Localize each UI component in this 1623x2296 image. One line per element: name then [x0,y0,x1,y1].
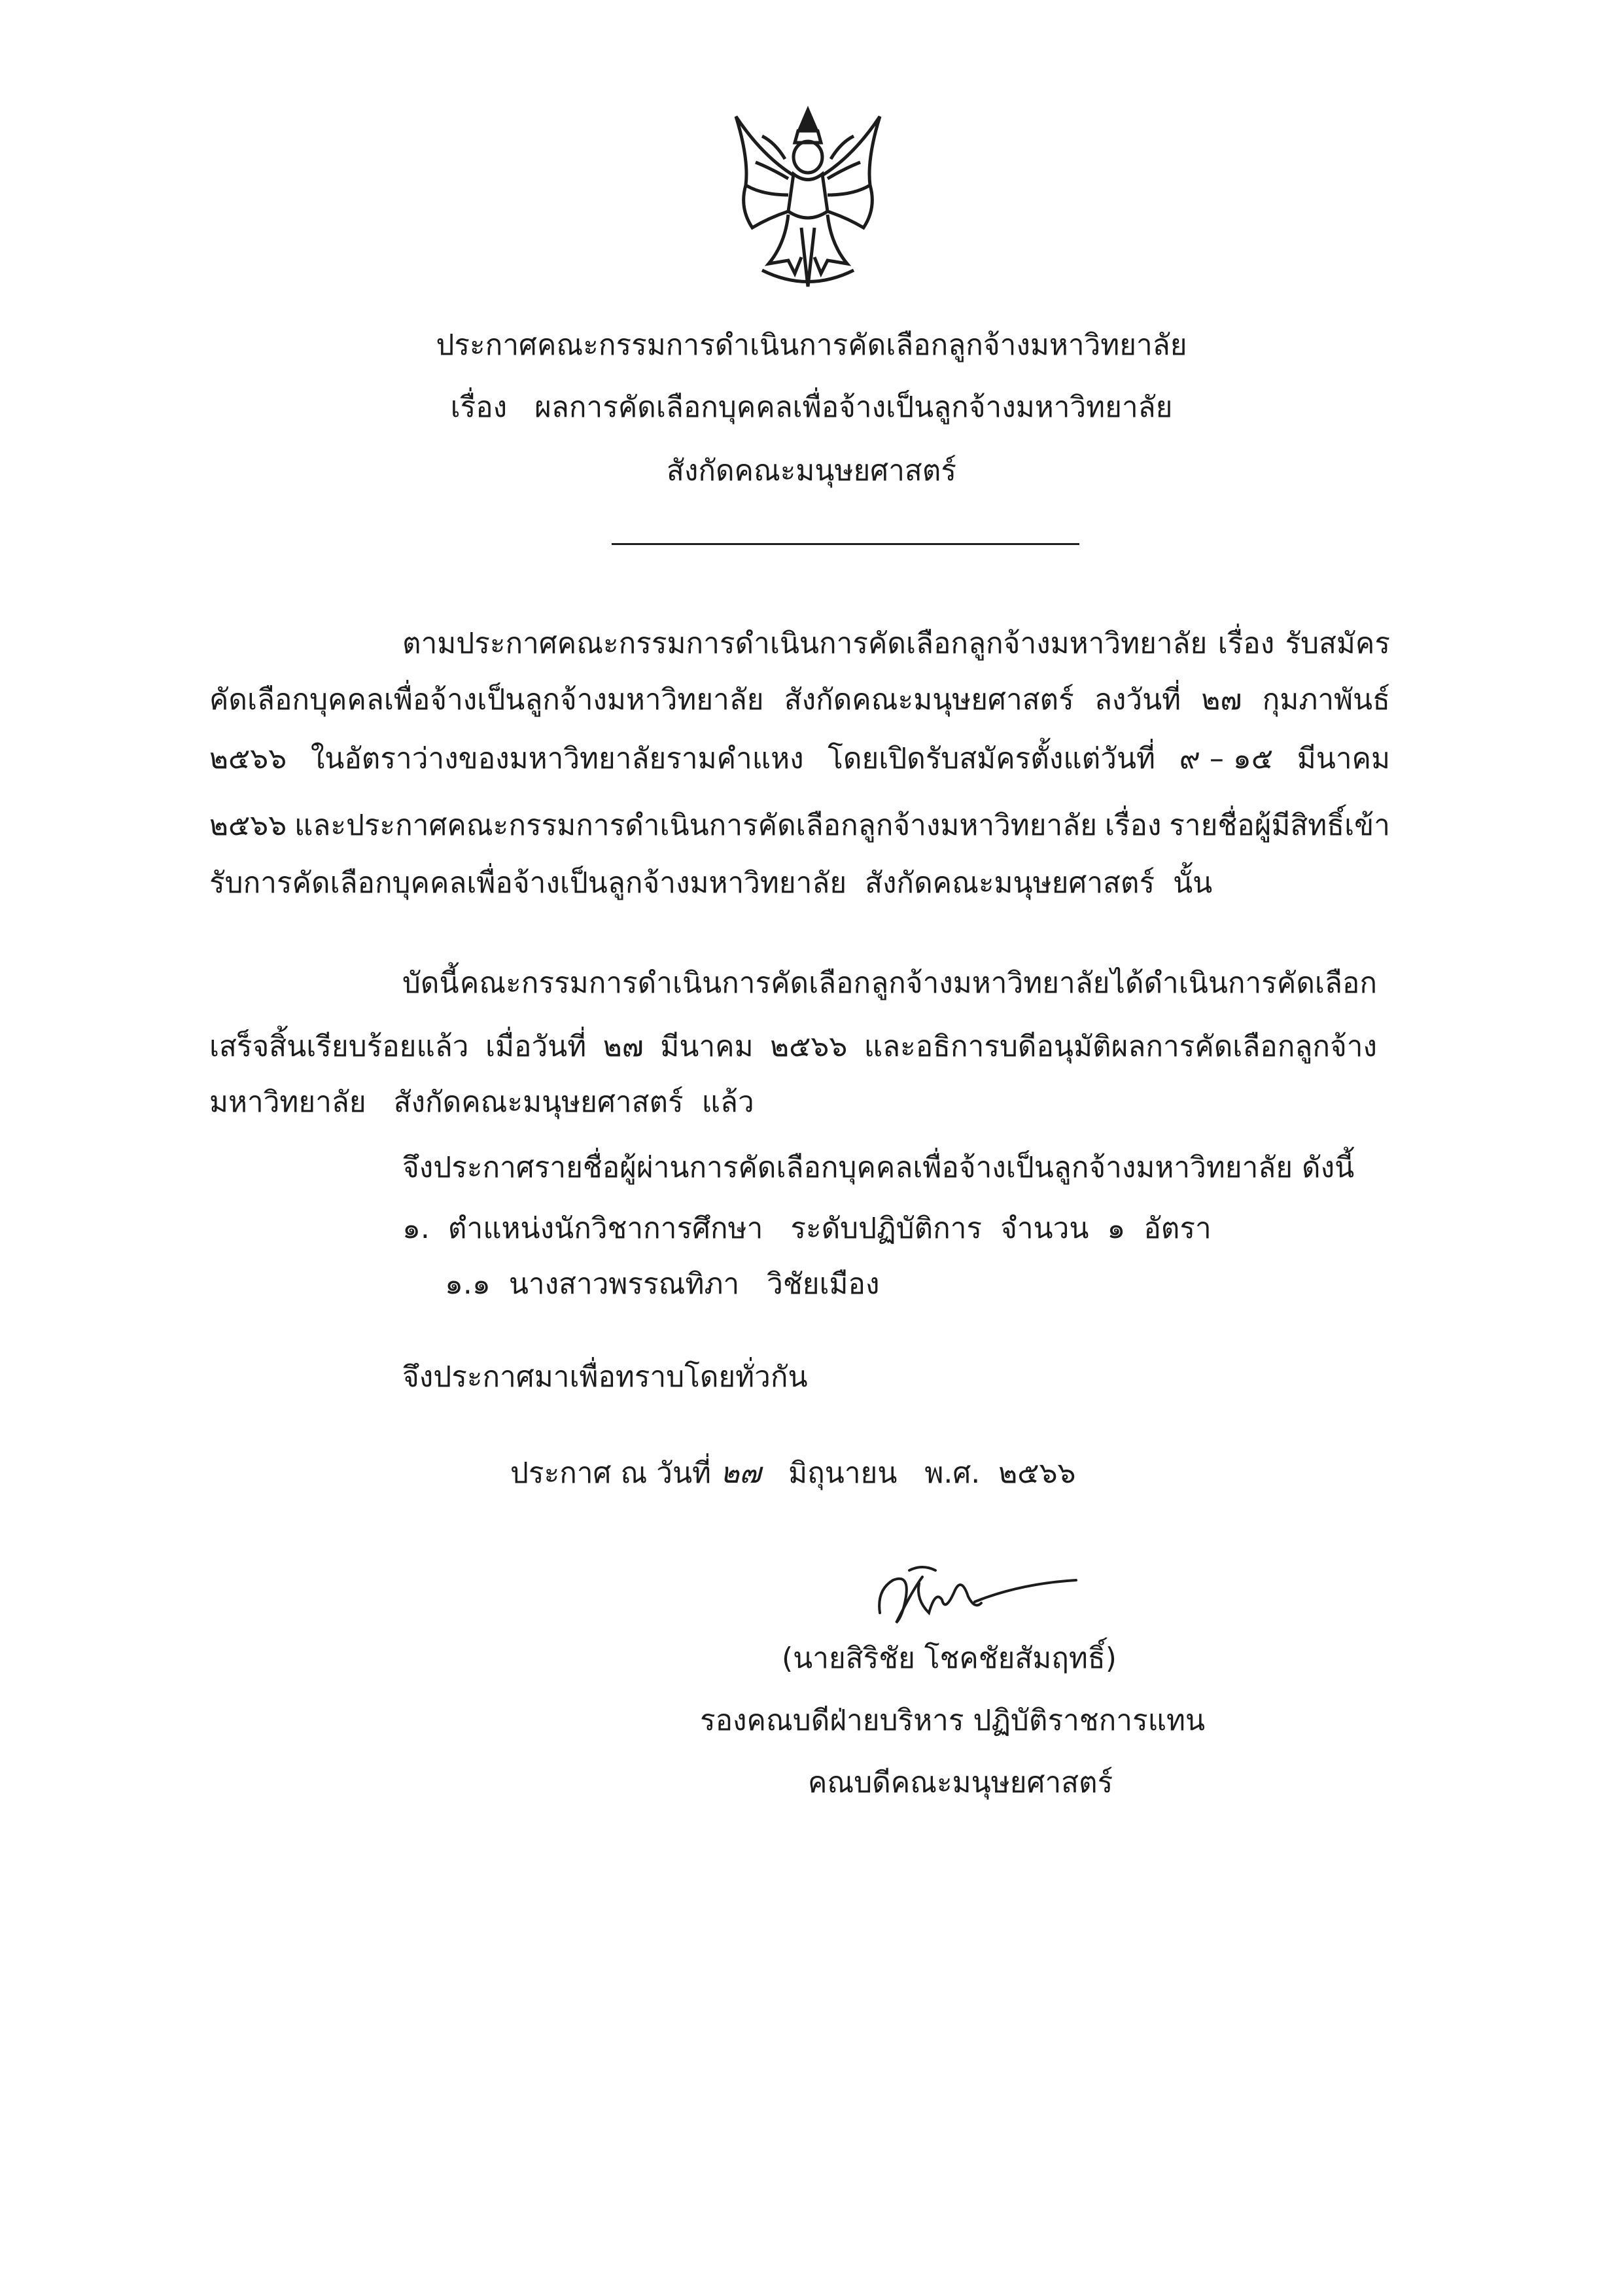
position-unit: อัตรา [1143,1212,1212,1245]
text-segment: มหาวิทยาลัย [209,1086,366,1119]
title-line-2 [0,388,1623,427]
title-line-1: ประกาศคณะกรรมการดำเนินการคัดเลือกลูกจ้างมหาวิทยาลัย [436,328,1187,362]
text-segment: สังกัดคณะมนุษยศาสตร์ [865,866,1155,900]
candidate-line [445,1265,879,1304]
paragraph-2-line-3 [209,1083,754,1122]
text-segment: ตามประกาศคณะกรรมการดำเนินการคัดเลือกลูกจ้างมหาวิทยาลัย [402,627,1208,660]
subject-prefix: เรื่อง [450,391,508,424]
date-day: ๒๗ [720,1457,761,1490]
text-segment: ๙ – ๑๕ [1179,742,1274,775]
paragraph-2-line-1 [402,964,1377,1003]
text-segment: ในอัตราว่างของมหาวิทยาลัยรามคำแหง [310,742,804,775]
text-segment: สังกัดคณะมนุษยศาสตร์ [784,683,1074,716]
closing-line: จึงประกาศมาเพื่อทราบโดยทั่วกัน [402,1360,808,1394]
date-year: ๒๕๖๖ [998,1457,1076,1490]
text-segment: เมื่อวันที่ [485,1030,587,1063]
signature-icon [870,1551,1079,1636]
text-segment: แล้ว [701,1086,754,1119]
position-level: ระดับปฏิบัติการ [790,1212,983,1245]
paragraph-1-line-3 [209,739,1390,779]
date-line [510,1454,1075,1493]
date-year-label: พ.ศ. [924,1457,981,1490]
text-segment: รับสมัคร [1285,627,1390,660]
text-segment: กุมภาพันธ์ [1262,683,1390,716]
title-divider [612,543,1079,545]
text-segment: คณะกรรมการดำเนินการคัดเลือกลูกจ้างมหาวิทยาลัย [459,966,1110,1000]
text-segment: ๒๗ [1201,683,1242,716]
paragraph-1-line-5 [209,864,1212,903]
position-line [402,1209,1212,1248]
text-segment: เสร็จสิ้นเรียบร้อยแล้ว [209,1030,469,1063]
text-segment: โดยเปิดรับสมัครตั้งแต่วันที่ [828,742,1156,775]
position-count-label: จำนวน [1000,1212,1089,1245]
text-segment: มีนาคม [1297,742,1390,775]
candidate-surname: วิชัยเมือง [767,1267,880,1301]
text-segment: เรื่อง [1217,627,1275,660]
text-segment: สังกัดคณะมนุษยศาสตร์ [393,1086,684,1119]
text-segment: ๒๕๖๖ [770,1030,848,1063]
text-segment: รับการคัดเลือกบุคคลเพื่อจ้างเป็นลูกจ้างมหาวิทยาลัย [209,866,847,900]
text-segment: คัดเลือกบุคคลเพื่อจ้างเป็นลูกจ้างมหาวิทยาลัย [209,683,764,716]
position-title: ตำแหน่งนักวิชาการศึกษา [447,1212,763,1245]
candidate-number: ๑.๑ [445,1267,491,1301]
paragraph-1-line-2 [209,680,1390,720]
signatory-name: (นายสิริชัย โชคชัยสัมฤทธิ์) [782,1642,1117,1675]
text-segment: ๒๕๖๖ [209,742,287,775]
garuda-emblem-icon [723,97,893,293]
text-segment: บัดนี้ [402,966,459,1000]
text-segment: และประกาศคณะกรรมการดำเนินการคัดเลือกลูกจ้างมหาวิทยาลัย [294,809,1097,842]
paragraph-1-line-1 [402,624,1390,663]
date-prefix: ประกาศ ณ วันที่ [510,1457,712,1490]
text-segment: ๒๗ [602,1030,644,1063]
position-count: ๑ [1107,1212,1126,1245]
text-segment: นั้น [1173,866,1213,900]
paragraph-1-line-4 [209,806,1390,845]
text-segment: ๒๕๖๖ [209,809,287,842]
text-segment: ได้ดำเนินการคัดเลือก [1110,966,1377,1000]
signatory-title-1: รองคณบดีฝ่ายบริหาร ปฏิบัติราชการแทน [700,1704,1206,1737]
subject-text: ผลการคัดเลือกบุคคลเพื่อจ้างเป็นลูกจ้างมหาวิทยาลัย [534,391,1173,424]
announce-line: จึงประกาศรายชื่อผู้ผ่านการคัดเลือกบุคคลเพื่อจ้างเป็นลูกจ้างมหาวิทยาลัย ดังนี้ [402,1151,1355,1184]
signatory-title-2: คณบดีคณะมนุษยศาสตร์ [808,1766,1113,1799]
text-segment: ลงวันที่ [1094,683,1181,716]
text-segment: รายชื่อผู้มีสิทธิ์เข้า [1169,809,1390,842]
title-line-3: สังกัดคณะมนุษยศาสตร์ [666,454,956,487]
date-month: มิถุนายน [788,1457,898,1490]
candidate-name: นางสาวพรรณทิภา [508,1267,740,1301]
text-segment: และอธิการบดีอนุมัติผลการคัดเลือกลูกจ้าง [864,1030,1377,1063]
text-segment: มีนาคม [660,1030,754,1063]
paragraph-2-line-2 [209,1027,1377,1067]
text-segment: เรื่อง [1104,809,1162,842]
position-number: ๑. [402,1212,430,1245]
